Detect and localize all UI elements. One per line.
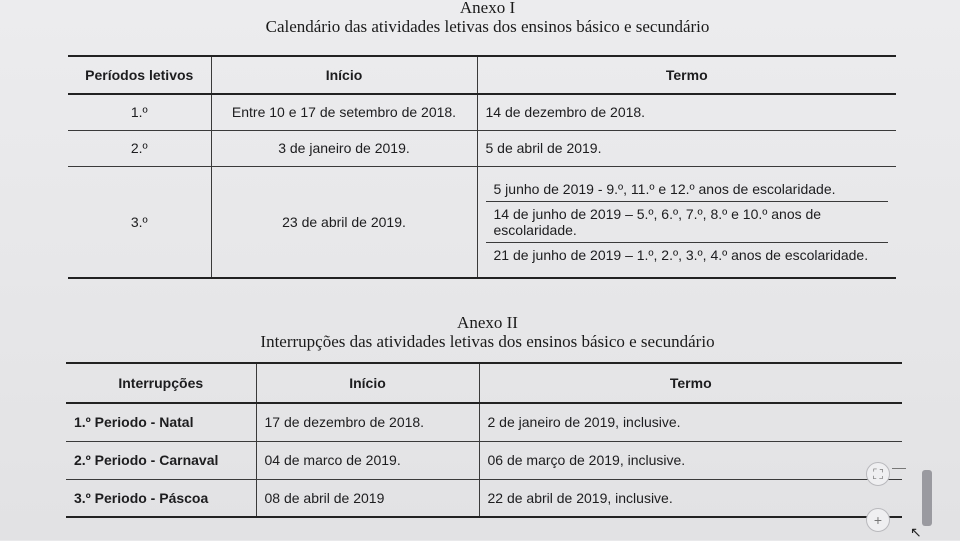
interrupcao-cell: 2.º Periodo - Carnaval xyxy=(66,441,256,479)
fit-page-icon: ⛶ xyxy=(873,466,883,482)
annex1-header-termo: Termo xyxy=(477,56,896,94)
termo-cell: 5 de abril de 2019. xyxy=(477,130,896,166)
termo-cell: 2 de janeiro de 2019, inclusive. xyxy=(479,403,902,441)
plus-icon: + xyxy=(873,512,883,528)
periodo-cell: 1.º xyxy=(68,94,211,130)
zoom-in-button[interactable] xyxy=(866,508,890,532)
inicio-cell: 23 de abril de 2019. xyxy=(211,166,477,278)
table-row xyxy=(66,479,902,517)
annex1-heading xyxy=(0,0,960,36)
inicio-cell: 17 de dezembro de 2018. xyxy=(256,403,479,441)
annex2-heading xyxy=(0,313,960,351)
annex1-header-periodos: Períodos letivos xyxy=(68,56,211,94)
table-row xyxy=(66,441,902,479)
annex1-title: Anexo I xyxy=(459,0,516,17)
termo-cell: 22 de abril de 2019, inclusive. xyxy=(479,479,902,517)
annex2-header-termo: Termo xyxy=(479,363,902,403)
interrupcao-cell: 3.º Periodo - Páscoa xyxy=(66,479,256,517)
inicio-cell: 08 de abril de 2019 xyxy=(256,479,479,517)
annex1-subtitle: Calendário das atividades letivas dos ensinos básico e secundário xyxy=(265,17,710,36)
inicio-cell: Entre 10 e 17 de setembro de 2018. xyxy=(211,94,477,130)
periodo-cell: 3.º xyxy=(68,166,211,278)
table-row xyxy=(66,403,902,441)
annex2-header-inicio: Início xyxy=(256,363,479,403)
divider xyxy=(892,468,906,469)
termo-cell: 14 de dezembro de 2018. xyxy=(477,94,896,130)
termo-line: 14 de junho de 2019 – 5.º, 6.º, 7.º, 8.º e 10.º anos de escolaridade. xyxy=(486,202,889,243)
annex1-header-inicio: Início xyxy=(211,56,477,94)
inicio-cell: 3 de janeiro de 2019. xyxy=(211,130,477,166)
scrollbar-thumb[interactable] xyxy=(922,470,932,526)
table-row xyxy=(68,166,896,278)
termo-cell-group xyxy=(477,166,896,278)
annex2-title: Anexo II xyxy=(457,313,518,332)
table-row xyxy=(68,94,896,130)
annex2-subtitle: Interrupções das atividades letivas dos ensinos básico e secundário xyxy=(260,332,715,351)
table-row xyxy=(68,130,896,166)
mouse-cursor-icon: ↖ xyxy=(910,524,922,540)
termo-line: 21 de junho de 2019 – 1.º, 2.º, 3.º, 4.º anos de escolaridade. xyxy=(493,246,869,263)
inicio-cell: 04 de marco de 2019. xyxy=(256,441,479,479)
interrupcao-cell: 1.º Periodo - Natal xyxy=(66,403,256,441)
annex2-table xyxy=(66,362,902,518)
periodo-cell: 2.º xyxy=(68,130,211,166)
termo-line: 5 junho de 2019 - 9.º, 11.º e 12.º anos de escolaridade. xyxy=(486,177,889,202)
fit-page-button[interactable] xyxy=(866,462,890,486)
annex1-table xyxy=(68,55,896,279)
annex2-header-interrupcoes: Interrupções xyxy=(66,363,256,403)
termo-cell: 06 de março de 2019, inclusive. xyxy=(479,441,902,479)
